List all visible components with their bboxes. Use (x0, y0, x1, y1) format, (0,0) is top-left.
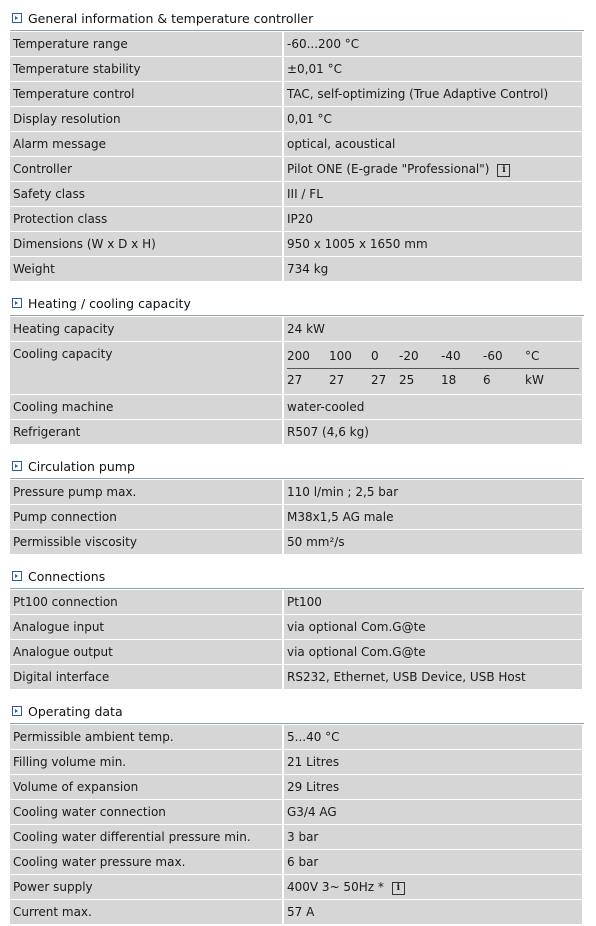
row-label: Cooling water connection (10, 800, 283, 825)
section-header[interactable] (10, 699, 584, 724)
row-value: IP20 (283, 207, 582, 232)
row-label: Heating capacity (10, 317, 283, 342)
row-value: 950 x 1005 x 1650 mm (283, 232, 582, 257)
controller-value: Pilot ONE (E-grade "Professional") (287, 161, 490, 176)
row-value: 21 Litres (283, 750, 582, 775)
row-value: via optional Com.G@te (283, 615, 582, 640)
section-general (10, 6, 584, 282)
cooling-capacity-grid (283, 342, 582, 395)
row-value: 24 kW (283, 317, 582, 342)
table-row (10, 665, 582, 690)
row-label: Refrigerant (10, 420, 283, 445)
row-value: 6 bar (283, 850, 582, 875)
section-header[interactable] (10, 6, 584, 31)
row-label: Temperature stability (10, 57, 283, 82)
capacity-unit: kW (525, 373, 544, 387)
expand-arrow-icon[interactable] (12, 571, 22, 581)
info-icon[interactable]: i (497, 164, 510, 177)
row-value: 50 mm²/s (283, 530, 582, 555)
capacity-cell: 27 (371, 373, 387, 387)
row-label: Volume of expansion (10, 775, 283, 800)
row-label: Weight (10, 257, 283, 282)
temperature-cell: 0 (371, 349, 379, 363)
row-label: Pump connection (10, 505, 283, 530)
row-value: 734 kg (283, 257, 582, 282)
row-label: Permissible viscosity (10, 530, 283, 555)
table-row (10, 317, 582, 342)
capacity-cell: 27 (287, 373, 303, 387)
row-label: Alarm message (10, 132, 283, 157)
row-label: Current max. (10, 900, 283, 925)
temperature-cell: -40 (441, 349, 461, 363)
power-supply-value: 400V 3~ 50Hz * (287, 879, 384, 894)
table-row (10, 775, 582, 800)
row-label: Digital interface (10, 665, 283, 690)
row-value: 57 A (283, 900, 582, 925)
temperature-cell: -60 (483, 349, 503, 363)
spec-table (10, 32, 582, 282)
row-value: TAC, self-optimizing (True Adaptive Control) (283, 82, 582, 107)
table-row (10, 107, 582, 132)
table-row (10, 640, 582, 665)
row-value (283, 875, 582, 900)
row-value: III / FL (283, 182, 582, 207)
table-row (10, 57, 582, 82)
row-label: Filling volume min. (10, 750, 283, 775)
row-label: Power supply (10, 875, 283, 900)
table-row (10, 750, 582, 775)
section-header[interactable] (10, 291, 584, 316)
table-row (10, 395, 582, 420)
row-value: 29 Litres (283, 775, 582, 800)
row-value: water-cooled (283, 395, 582, 420)
table-row (10, 900, 582, 925)
row-label: Safety class (10, 182, 283, 207)
section-heating-cooling (10, 291, 584, 445)
spec-table (10, 317, 582, 445)
capacity-cell: 25 (399, 373, 415, 387)
temperature-cell: 100 (329, 349, 352, 363)
row-label: Analogue output (10, 640, 283, 665)
row-label: Dimensions (W x D x H) (10, 232, 283, 257)
row-label: Analogue input (10, 615, 283, 640)
row-value: RS232, Ethernet, USB Device, USB Host (283, 665, 582, 690)
expand-arrow-icon[interactable] (12, 13, 22, 23)
section-operating-data (10, 699, 584, 925)
section-circulation-pump (10, 454, 584, 555)
table-row (10, 82, 582, 107)
info-icon[interactable]: i (392, 882, 405, 895)
table-row (10, 257, 582, 282)
table-row (10, 342, 582, 395)
row-value: 3 bar (283, 825, 582, 850)
table-row (10, 825, 582, 850)
section-title: Operating data (28, 703, 123, 719)
capacity-cell: 27 (329, 373, 345, 387)
table-row (10, 480, 582, 505)
table-row (10, 875, 582, 900)
section-header[interactable] (10, 454, 584, 479)
section-header[interactable] (10, 564, 584, 589)
table-row (10, 615, 582, 640)
row-label: Temperature control (10, 82, 283, 107)
row-label: Temperature range (10, 32, 283, 57)
capacity-cell: 6 (483, 373, 491, 387)
expand-arrow-icon[interactable] (12, 706, 22, 716)
row-value: M38x1,5 AG male (283, 505, 582, 530)
row-label: Cooling capacity (10, 342, 283, 395)
table-row (10, 505, 582, 530)
row-value: G3/4 AG (283, 800, 582, 825)
table-row (10, 32, 582, 57)
temperature-cell: 200 (287, 349, 310, 363)
row-label: Display resolution (10, 107, 283, 132)
table-row (10, 530, 582, 555)
capacity-cell: 18 (441, 373, 457, 387)
row-value: optical, acoustical (283, 132, 582, 157)
row-value: Pt100 (283, 590, 582, 615)
row-label: Cooling water pressure max. (10, 850, 283, 875)
section-connections (10, 564, 584, 690)
table-row (10, 420, 582, 445)
spec-table (10, 590, 582, 690)
expand-arrow-icon[interactable] (12, 298, 22, 308)
row-value: 5...40 °C (283, 725, 582, 750)
row-label: Protection class (10, 207, 283, 232)
row-label: Cooling machine (10, 395, 283, 420)
row-label: Permissible ambient temp. (10, 725, 283, 750)
expand-arrow-icon[interactable] (12, 461, 22, 471)
temperature-row (287, 345, 579, 369)
row-value: R507 (4,6 kg) (283, 420, 582, 445)
row-value (283, 157, 582, 182)
spec-table (10, 480, 582, 555)
section-title: General information & temperature controller (28, 10, 314, 26)
table-row (10, 800, 582, 825)
table-row (10, 182, 582, 207)
table-row (10, 232, 582, 257)
section-title: Heating / cooling capacity (28, 295, 191, 311)
row-value: -60...200 °C (283, 32, 582, 57)
table-row (10, 207, 582, 232)
temperature-cell: -20 (399, 349, 419, 363)
table-row (10, 850, 582, 875)
row-value: via optional Com.G@te (283, 640, 582, 665)
table-row (10, 157, 582, 182)
row-value: ±0,01 °C (283, 57, 582, 82)
table-row (10, 590, 582, 615)
table-row (10, 132, 582, 157)
table-row (10, 725, 582, 750)
row-label: Pressure pump max. (10, 480, 283, 505)
spec-table (10, 725, 582, 925)
section-title: Connections (28, 568, 106, 584)
temperature-unit: °C (525, 349, 540, 363)
capacity-row (287, 369, 579, 392)
section-title: Circulation pump (28, 458, 135, 474)
row-value: 0,01 °C (283, 107, 582, 132)
row-value: 110 l/min ; 2,5 bar (283, 480, 582, 505)
row-label: Controller (10, 157, 283, 182)
row-label: Cooling water differential pressure min. (10, 825, 283, 850)
row-label: Pt100 connection (10, 590, 283, 615)
